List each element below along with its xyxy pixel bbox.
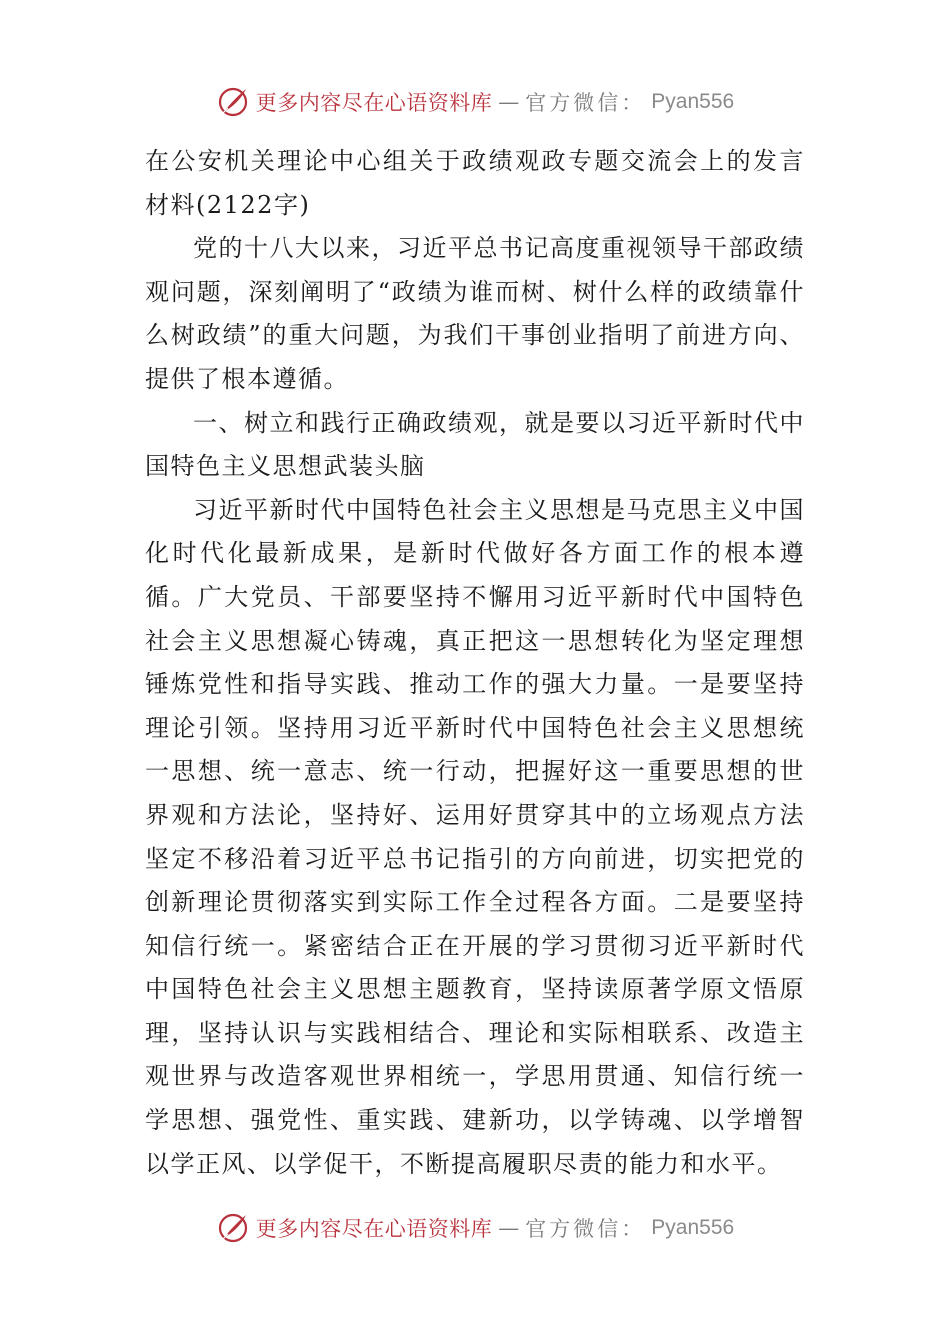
watermark-main-text: 更多内容尽在心语资料库 [255,1217,493,1241]
watermark-banner-bottom [0,1208,950,1248]
quill-pen-logo-icon [216,1211,250,1245]
paragraph-intro: 党的十八大以来，习近平总书记高度重视领导干部政绩观问题，深刻阐明了“政绩为谁而树、树什么样的政绩靠什么树政绩”的重大问题，为我们干事创业指明了前进方向、提供了根本遵循。 [145,234,805,393]
document-title: 在公安机关理论中心组关于政绩观政专题交流会上的发言材料(2122字) [145,147,805,219]
watermark-label: 官方微信： [525,1217,646,1241]
watermark-wechat-id: Pyan556 [651,90,735,113]
watermark-wechat-id: Pyan556 [651,1216,735,1239]
watermark-main-text: 更多内容尽在心语资料库 [255,91,493,115]
watermark-separator: — [498,1216,520,1240]
watermark-banner-top [0,82,950,122]
watermark-separator: — [498,90,520,114]
document-body [145,140,805,1186]
watermark-label: 官方微信： [525,91,646,115]
quill-pen-logo-icon [216,85,250,119]
paragraph-section-1-body: 习近平新时代中国特色社会主义思想是马克思主义中国化时代化最新成果，是新时代做好各方面工作的根本遵循。广大党员、干部要坚持不懈用习近平新时代中国特色社会主义思想凝心铸魂，真正把这一思想转化为坚定理想锤炼党性和指导实践、推动工作的强大力量。一是要坚持理论引领。坚持用习近平新时代中国特色社会主义思想统一思想、统一意志、统一行动，把握好这一重要思想的世界观和方法论，坚持好、运用好贯穿其中的立场观点方法坚定不移沿着习近平总书记指引的方向前进，切实把党的创新理论贯彻落实到实际工作全过程各方面。二是要坚持知信行统一。紧密结合正在开展的学习贯彻习近平新时代中国特色社会主义思想主题教育，坚持读原著学原文悟原理，坚持认识与实践相结合、理论和实际相联系、改造主观世界与改造客观世界相统一，学思用贯通、知信行统一学思想、强党性、重实践、建新功，以学铸魂、以学增智以学正风、以学促干，不断提高履职尽责的能力和水平。 [145,495,805,1178]
section-heading-1: 一、树立和践行正确政绩观，就是要以习近平新时代中国特色主义思想武装头脑 [145,408,805,481]
